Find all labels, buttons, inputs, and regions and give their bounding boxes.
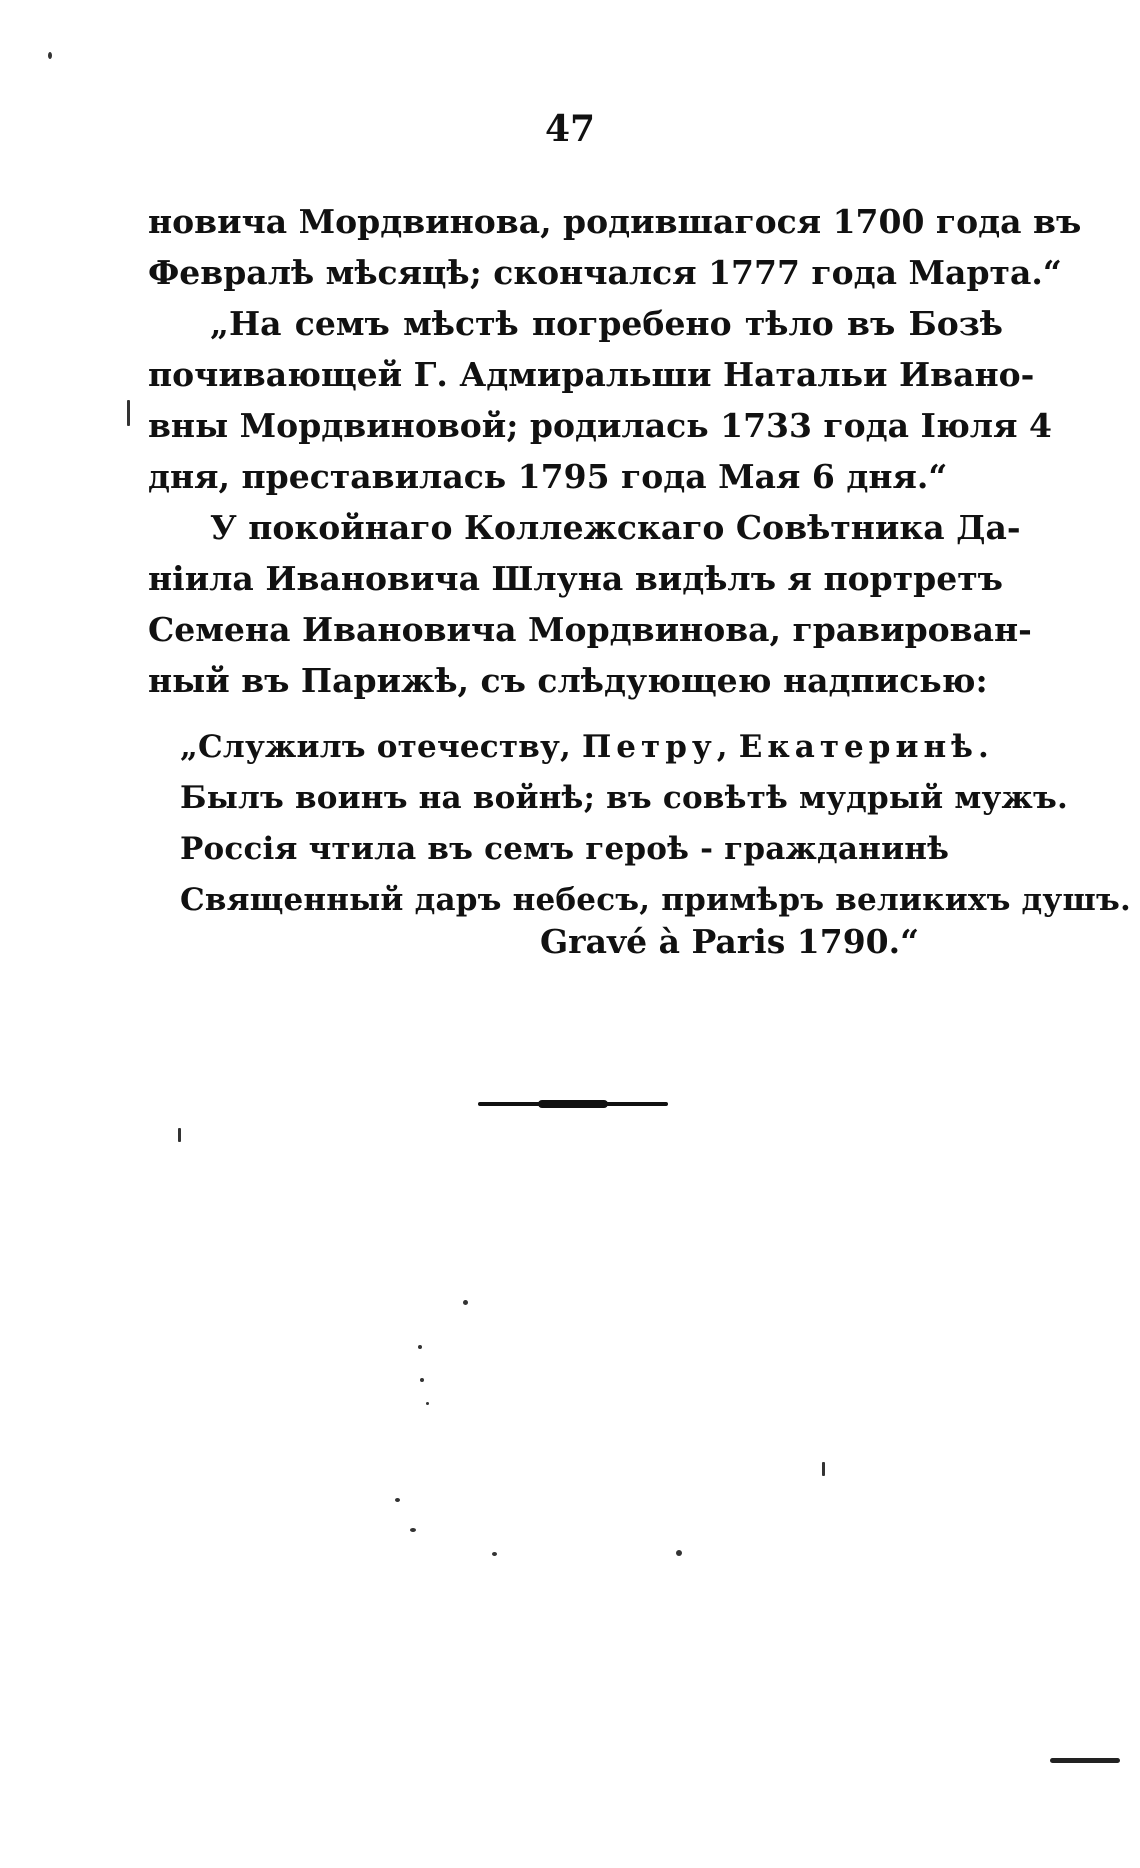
text-line: почивающей Г. Адмиральши Натальи Ивано-	[148, 355, 1035, 394]
text-line: вны Мордвиновой; родилась 1733 года Іюля 4	[148, 406, 1052, 445]
poem-line-3: Россія чтила въ семъ героѣ - гражданинѣ	[180, 831, 950, 867]
paragraph-2	[148, 298, 1052, 502]
ink-speck	[395, 1498, 400, 1502]
text-line: Февралѣ мѣсяцѣ; скончался 1777 года Марта.“	[148, 253, 1062, 292]
text-line: У покойнаго Коллежскаго Совѣтника Да-	[210, 508, 1021, 547]
poem-name-peter: Петру	[582, 729, 717, 765]
ink-speck	[676, 1550, 682, 1556]
poem-line-1	[180, 722, 1000, 773]
page-number: 47	[544, 108, 596, 150]
section-divider-rule	[478, 1102, 668, 1106]
text-line: новича Мордвинова, родившагося 1700 года въ	[148, 202, 1082, 241]
ink-speck	[822, 1462, 825, 1476]
ink-speck	[426, 1402, 429, 1405]
text-line: „На семъ мѣстѣ погребено тѣло въ Бозѣ	[210, 304, 1003, 343]
ink-speck	[48, 52, 52, 59]
poem-name-catherine: Екатеринѣ.	[738, 729, 994, 765]
corner-ink-mark	[1050, 1758, 1120, 1763]
ink-speck	[420, 1378, 424, 1382]
ink-speck	[127, 400, 130, 426]
text-line: дня, преставилась 1795 года Мая 6 дня.“	[148, 457, 948, 496]
text-line: ный въ Парижѣ, съ слѣдующею надписью:	[148, 661, 988, 700]
poem-line-1-start: „Служилъ отечеству,	[180, 729, 583, 765]
ink-speck	[410, 1528, 416, 1532]
paragraph-3	[148, 502, 1032, 706]
poem-line-4: Священный даръ небесъ, примѣръ великихъ душъ.	[180, 882, 1131, 918]
ink-speck	[492, 1552, 497, 1556]
paragraph-1	[148, 196, 1082, 298]
inscription-poem	[180, 722, 1131, 926]
ink-speck	[463, 1300, 468, 1305]
ink-speck	[418, 1345, 422, 1349]
poem-line-2: Былъ воинъ на войнѣ; въ совѣтѣ мудрый мужъ.	[180, 780, 1068, 816]
engraving-signature: Gravé à Paris 1790.“	[540, 922, 920, 961]
poem-separator: ,	[716, 729, 739, 765]
text-line: ніила Ивановича Шлуна видѣлъ я портретъ	[148, 559, 1003, 598]
ink-speck	[178, 1128, 181, 1142]
text-line: Семена Ивановича Мордвинова, гравирован-	[148, 610, 1032, 649]
